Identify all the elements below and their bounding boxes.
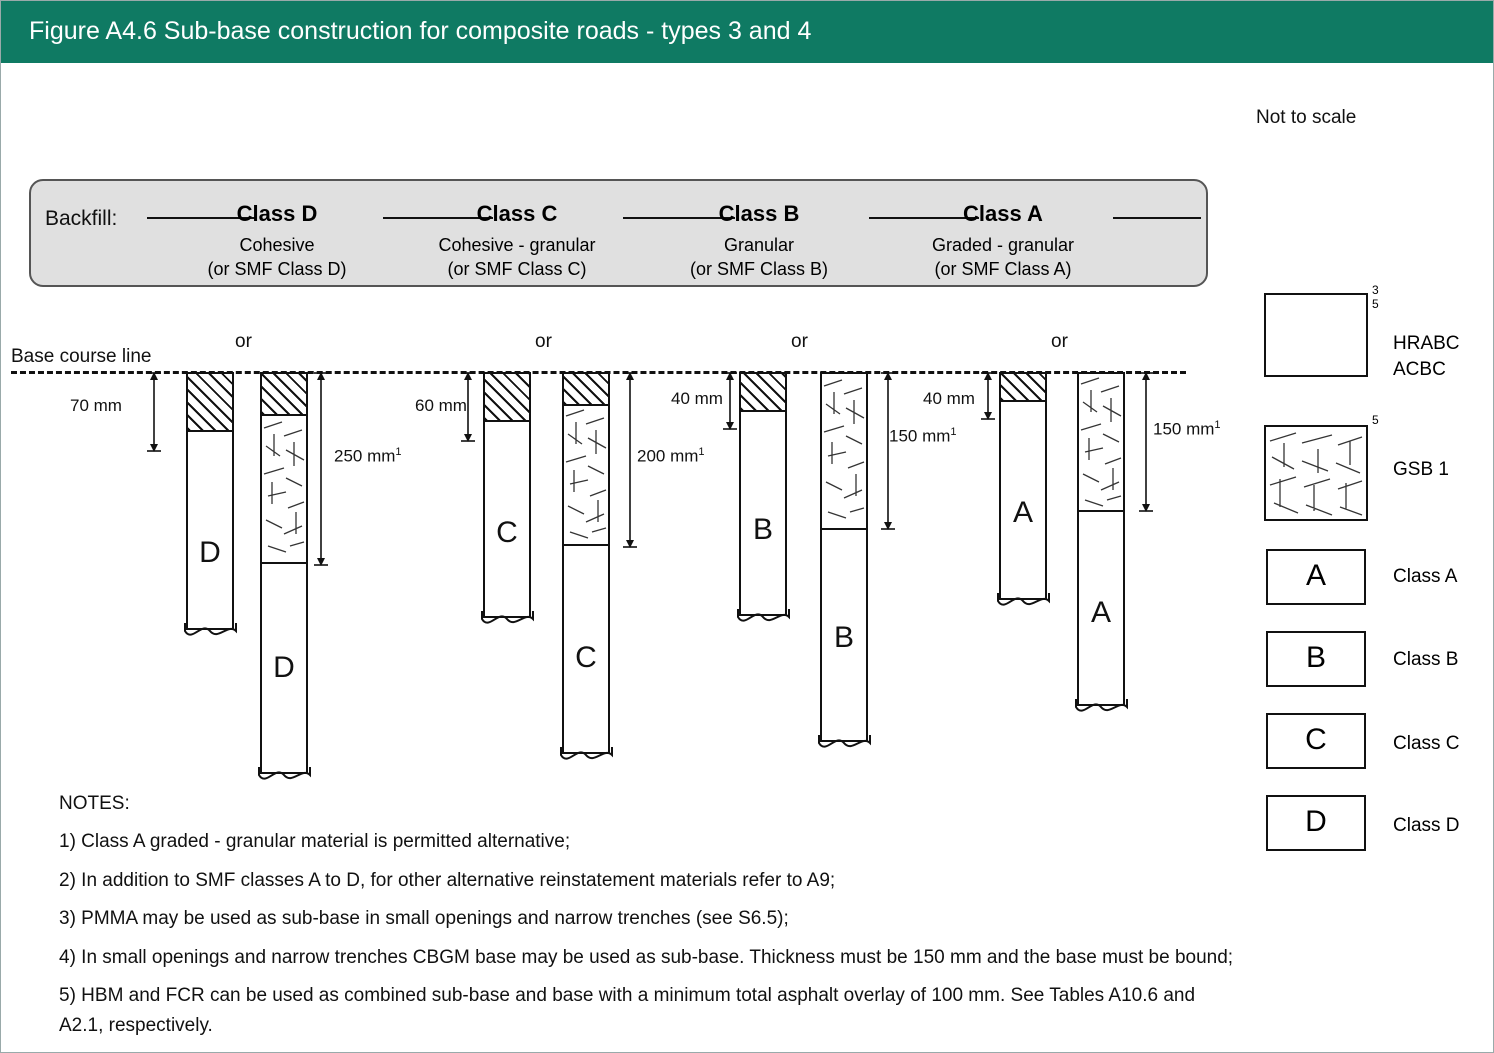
- legend-sup-hrabc: 3 5: [1372, 283, 1379, 311]
- trench-b-alt-break: [818, 733, 872, 759]
- backfill-sub-b-1: Granular: [723, 235, 795, 255]
- notes-heading: NOTES:: [59, 793, 130, 814]
- legend-swatch-class-c: [1266, 713, 1366, 769]
- trench-a-dim-arrow: [981, 372, 995, 420]
- backfill-sub-a-2: (or SMF Class A): [934, 259, 1072, 280]
- note-item-5: 5) HBM and FCR can be used as combined sub-base and base with a minimum total asphalt overlay of 100 mm. See Tables A10.6 and A2.1, respectively.: [59, 985, 1196, 1036]
- trench-b-alt-thickness-value: 150 mm: [889, 426, 951, 446]
- trench-d-alt-thickness: [334, 446, 402, 467]
- trench-c-alt-thickness: [637, 446, 705, 467]
- backfill-sub-d-2: (or SMF Class D): [207, 259, 347, 280]
- trench-a-break: [997, 591, 1051, 617]
- trench-c-alt-thickness-sup: 1: [698, 446, 705, 458]
- trench-d-surface: [186, 372, 234, 432]
- legend-letter-a: A: [1305, 559, 1326, 592]
- trench-a-letter: A: [1012, 496, 1033, 529]
- trench-d-alt-thickness-sup: 1: [395, 446, 402, 458]
- backfill-class-head-b: Class B: [718, 201, 800, 226]
- trench-b-alt-thickness-sup: 1: [950, 426, 957, 438]
- trench-d-dim-arrow: [147, 372, 161, 452]
- or-label-c: or: [535, 331, 552, 352]
- backfill-sub-c-2: (or SMF Class C): [447, 259, 587, 280]
- legend-letter-d: D: [1305, 805, 1327, 838]
- trench-d-break: [184, 621, 238, 647]
- trench-c-dim-arrow: [461, 372, 475, 442]
- backfill-class-head-d: Class D: [236, 201, 318, 226]
- backfill-class-head-a: Class A: [963, 201, 1043, 226]
- trench-c-alt-letter: C: [575, 641, 597, 674]
- backfill-sub-d-1: Cohesive: [239, 235, 315, 255]
- trench-a-alt-break: [1075, 697, 1129, 723]
- trench-b-letter: B: [752, 513, 773, 546]
- trench-a-alt-dim-arrow: [1139, 372, 1153, 512]
- legend-label-gsb: GSB 1: [1393, 459, 1449, 480]
- backfill-class-sub-b: [629, 233, 889, 282]
- legend-label-class-a: Class A: [1393, 566, 1458, 587]
- legend-sup-gsb: 5: [1372, 413, 1379, 427]
- or-label-d: or: [235, 331, 252, 352]
- trench-d-letter: D: [199, 536, 221, 569]
- legend-label-class-c: Class C: [1393, 733, 1460, 754]
- trench-c-alt-break: [560, 745, 614, 771]
- scale-note: Not to scale: [1256, 107, 1357, 128]
- trench-d-alt-letter: D: [273, 651, 295, 684]
- trench-b-alt-gsb: [820, 372, 868, 530]
- note-item-1: 1) Class A graded - granular material is permitted alternative;: [59, 831, 571, 853]
- trench-d-alt-thickness-value: 250 mm: [334, 446, 396, 466]
- trench-c-alt-surface: [562, 372, 610, 406]
- or-label-b: or: [791, 331, 808, 352]
- backfill-class-sub-a: [873, 233, 1133, 282]
- trench-a-surface: [999, 372, 1047, 402]
- note-item-4: 4) In small openings and narrow trenches CBGM base may be used as sub-base. Thickness must be 150 mm and the base must be bound;: [59, 946, 1234, 968]
- backfill-sub-c-1: Cohesive - granular: [438, 235, 596, 255]
- trench-a-alt-thickness-sup: 1: [1214, 419, 1221, 431]
- backfill-class-sub-d: [147, 233, 407, 282]
- trench-c-thickness: 60 mm: [415, 396, 467, 415]
- legend-label-class-d: Class D: [1393, 815, 1460, 836]
- trench-b-surface: [739, 372, 787, 412]
- trench-d-alt-gsb: [260, 416, 308, 564]
- legend-letter-c: C: [1305, 723, 1327, 756]
- backfill-sub-b-2: (or SMF Class B): [689, 259, 828, 280]
- page-title: Figure A4.6 Sub-base construction for composite roads - types 3 and 4: [29, 17, 812, 45]
- trench-c-alt-dim-arrow: [623, 372, 637, 548]
- trench-b-thickness: 40 mm: [671, 389, 723, 408]
- legend-label-hrabc-1: HRABC: [1393, 333, 1460, 354]
- legend-label-hrabc-2: ACBC: [1393, 358, 1446, 380]
- trench-a-thickness: 40 mm: [923, 389, 975, 408]
- backfill-rule-5: [1113, 217, 1201, 219]
- backfill-class-sub-c: [387, 233, 647, 282]
- legend-swatch-class-b: [1266, 631, 1366, 687]
- trench-b-break: [737, 607, 791, 633]
- trench-b-alt-dim-arrow: [881, 372, 895, 530]
- legend-swatch-hrabc: [1264, 293, 1368, 377]
- backfill-panel: [29, 179, 1208, 287]
- backfill-sub-a-1: Graded - granular: [931, 235, 1075, 255]
- or-label-a: or: [1051, 331, 1068, 352]
- trench-d-alt-break: [258, 765, 312, 791]
- legend-label-class-b: Class B: [1393, 649, 1459, 670]
- trench-c-break: [481, 609, 535, 635]
- trench-c-alt-thickness-value: 200 mm: [637, 446, 699, 466]
- trench-a-alt-gsb: [1077, 372, 1125, 512]
- trench-d-alt-surface: [260, 372, 308, 416]
- trench-c-surface: [483, 372, 531, 422]
- trench-d-thickness: 70 mm: [70, 396, 122, 415]
- trench-d-alt-dim-arrow: [314, 372, 328, 566]
- trench-b-alt-letter: B: [833, 621, 854, 654]
- figure-title-bar: [1, 1, 1494, 63]
- backfill-class-head-c: Class C: [476, 201, 558, 226]
- trench-c-letter: C: [496, 516, 518, 549]
- legend-swatch-class-a: [1266, 549, 1366, 605]
- legend-swatch-class-d: [1266, 795, 1366, 851]
- legend-label-hrabc: [1393, 331, 1460, 382]
- trench-a-alt-letter: A: [1090, 596, 1111, 629]
- trench-c-alt-gsb: [562, 406, 610, 546]
- legend-letter-b: B: [1305, 641, 1326, 674]
- base-course-line-label: Base course line: [11, 346, 152, 367]
- trench-a-alt-thickness: [1153, 419, 1221, 440]
- legend-swatch-gsb: [1264, 425, 1368, 521]
- note-item-3: 3) PMMA may be used as sub-base in small openings and narrow trenches (see S6.5);: [59, 908, 789, 930]
- note-item-2: 2) In addition to SMF classes A to D, for other alternative reinstatement materials refer to A9;: [59, 869, 836, 891]
- backfill-label: Backfill:: [45, 207, 118, 230]
- trench-a-alt-thickness-value: 150 mm: [1153, 419, 1215, 439]
- trench-d-body: [186, 432, 234, 630]
- trench-b-dim-arrow: [723, 372, 737, 430]
- notes-block: [59, 789, 1239, 1049]
- trench-b-alt-thickness: [889, 426, 957, 447]
